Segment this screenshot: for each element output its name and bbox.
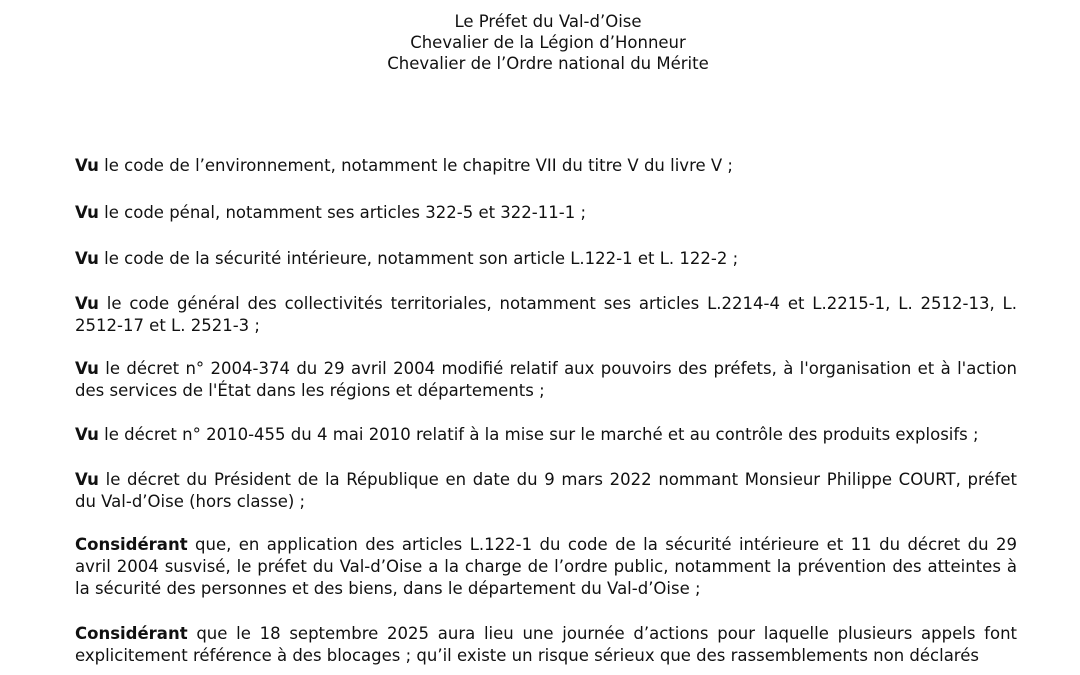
vu-code-securite-interieure	[75, 248, 1017, 270]
considerant-ordre-public	[75, 534, 1017, 600]
para-lead: Vu	[75, 425, 99, 444]
para-lead: Vu	[75, 156, 99, 175]
prefect-header	[0, 11, 1080, 74]
vu-code-collectivites	[75, 293, 1017, 337]
para-lead: Vu	[75, 294, 99, 313]
para-text: que, en application des articles L.122-1 du code de la sécurité intérieure et 11 du décret du 29 avril 2004 susvisé, le préfet du Val-d’Oise a la charge de l’ordre public, notamment la prévention des atteintes à la sécurité des personnes et des biens, dans le département du Val-d’Oise ;	[75, 535, 1017, 598]
para-text: que le 18 septembre 2025 aura lieu une journée d’actions pour laquelle plusieurs appels font explicitement référence à des blocages ; qu’il existe un risque sérieux que des rassemblements non déclarés	[75, 624, 1017, 665]
para-text: le code général des collectivités territoriales, notamment ses articles L.2214-4 et L.2215-1, L. 2512-13, L. 2512-17 et L. 2521-3 ;	[75, 294, 1017, 335]
para-text: le décret du Président de la République en date du 9 mars 2022 nommant Monsieur Philippe COURT, préfet du Val-d’Oise (hors classe) ;	[75, 470, 1017, 511]
para-text: le code de l’environnement, notamment le chapitre VII du titre V du livre V ;	[98, 156, 733, 175]
vu-code-penal	[75, 202, 1017, 224]
para-text: le code pénal, notamment ses articles 322-5 et 322-11-1 ;	[98, 203, 587, 222]
para-lead: Considérant	[75, 624, 188, 643]
ordre-merite-title: Chevalier de l’Ordre national du Mérite	[387, 54, 709, 73]
vu-decret-2010	[75, 424, 1017, 446]
para-lead: Vu	[75, 470, 99, 489]
para-text: le code de la sécurité intérieure, notamment son article L.122-1 et L. 122-2 ;	[98, 249, 739, 268]
vu-code-environnement	[75, 155, 1017, 177]
para-text: le décret n° 2010-455 du 4 mai 2010 relatif à la mise sur le marché et au contrôle des produits explosifs ;	[98, 425, 979, 444]
vu-decret-2004	[75, 358, 1017, 402]
para-lead: Considérant	[75, 535, 188, 554]
para-lead: Vu	[75, 249, 99, 268]
para-lead: Vu	[75, 359, 99, 378]
para-lead: Vu	[75, 203, 99, 222]
prefect-title: Le Préfet du Val-d’Oise	[454, 12, 642, 31]
considerant-journee-actions	[75, 623, 1017, 667]
legion-honneur-title: Chevalier de la Légion d’Honneur	[410, 33, 686, 52]
vu-decret-president	[75, 469, 1017, 513]
para-text: le décret n° 2004-374 du 29 avril 2004 modifié relatif aux pouvoirs des préfets, à l'organisation et à l'action des services de l'État dans les régions et départements ;	[75, 359, 1017, 400]
